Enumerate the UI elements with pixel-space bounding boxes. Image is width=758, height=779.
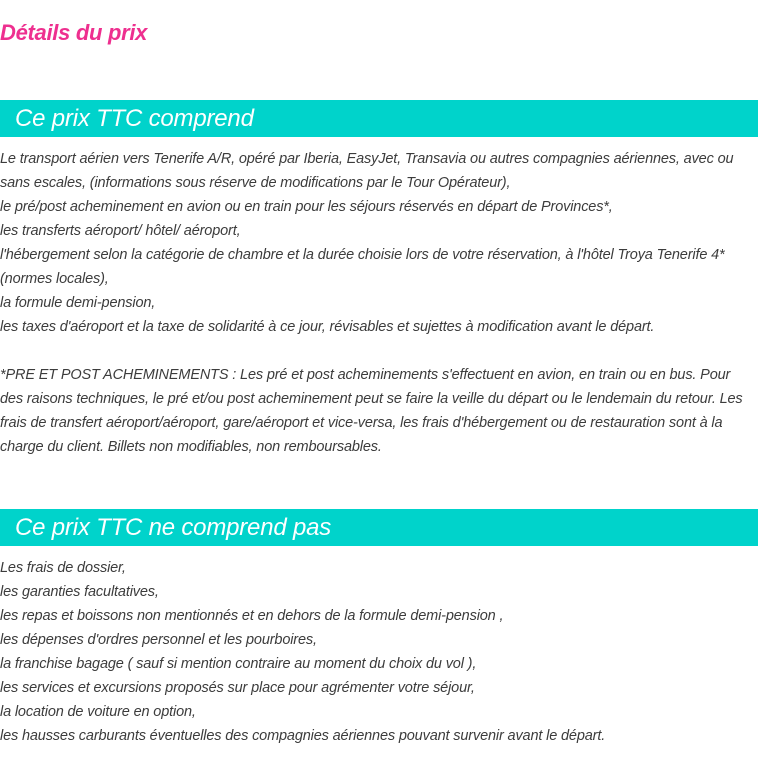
excluded-item-baggage: la franchise bagage ( sauf si mention contraire au moment du choix du vol ), [0,656,477,672]
included-item-accommodation: l'hébergement selon la catégorie de chambre et la durée choisie lors de votre réservation, à l'hôtel Troya Tenerife 4* (normes locales), [0,247,725,287]
excluded-item-insurance: les garanties facultatives, [0,584,159,600]
included-item-transport: Le transport aérien vers Tenerife A/R, opéré par Iberia, EasyJet, Transavia ou autres compagnies aériennes, avec ou sans escales, (informations sous réserve de modifications par le Tour Opérateur), [0,151,734,191]
included-item-pre-post: le pré/post acheminement en avion ou en train pour les séjours réservés en départ de Provinces*, [0,199,613,215]
excluded-item-personal: les dépenses d'ordres personnel et les pourboires, [0,632,317,648]
excluded-item-car-rental: la location de voiture en option, [0,704,196,720]
excluded-item-meals: les repas et boissons non mentionnés et en dehors de la formule demi-pension , [0,608,504,624]
included-item-transfers: les transferts aéroport/ hôtel/ aéroport, [0,223,241,239]
excluded-heading: Ce prix TTC ne comprend pas [0,509,758,546]
included-item-half-board: la formule demi-pension, [0,295,156,311]
excluded-item-excursions: les services et excursions proposés sur place pour agrémenter votre séjour, [0,680,475,696]
excluded-item-fuel: les hausses carburants éventuelles des compagnies aériennes pouvant survenir avant le départ. [0,728,606,744]
included-heading: Ce prix TTC comprend [0,100,758,137]
page-title: Détails du prix [0,20,148,45]
excluded-item-fees: Les frais de dossier, [0,560,126,576]
included-list [0,147,752,339]
included-item-taxes: les taxes d'aéroport et la taxe de solidarité à ce jour, révisables et sujettes à modification avant le départ. [0,319,655,335]
excluded-list [0,556,752,748]
pre-post-note: *PRE ET POST ACHEMINEMENTS : Les pré et post acheminements s'effectuent en avion, en train ou en bus. Pour des raisons techniques, le pré et/ou post acheminement peut se faire la veille du départ ou le lendemain du retour. Les frais de transfert aéroport/aéroport, gare/aéroport et vice-versa, les frais d'hébergement ou de restauration sont à la charge du client. Billets non modifiables, non remboursables. [0,367,743,455]
